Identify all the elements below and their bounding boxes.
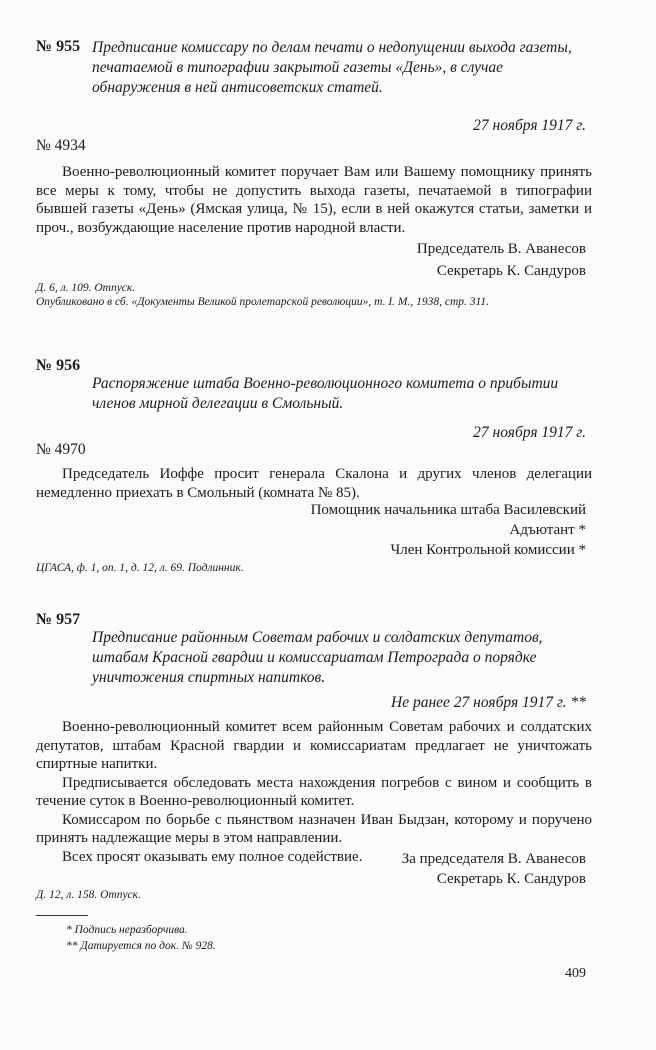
doc-957-body <box>36 718 592 866</box>
doc-955-number: № 955 <box>36 38 81 55</box>
doc-956-signature-commission: Член Контрольной комиссии * <box>390 542 586 558</box>
doc-955-signature-chairman: Председатель В. Аванесов <box>416 241 586 257</box>
doc-956-archive: ЦГАСА, ф. 1, оп. 1, д. 12, л. 69. Подлинник. <box>36 562 244 574</box>
doc-955-archive-ref: Д. 6, л. 109. Отпуск. <box>36 282 136 294</box>
footnote-2: ** Датируется по док. № 928. <box>66 940 216 952</box>
doc-957-paragraph-3: Комиссаром по борьбе с пьянством назначен Иван Быдзан, которому и поручено принять надлежащие меры в этом направлении. <box>36 811 592 846</box>
doc-955-signature-secretary: Секретарь К. Сандуров <box>436 263 586 279</box>
doc-955-paragraph: Военно-революционный комитет поручает Вам или Вашему помощнику принять все меры к тому, чтобы не допустить выхода газеты, печатаемой в типографии бывшей газеты «День» (Ямская улица, № 15), если в ней окажутся статьи, заметки и проч., возбуждающие население против народной власти. <box>36 164 592 236</box>
footnote-1: * Подпись неразборчива. <box>66 924 188 936</box>
doc-957-archive: Д. 12, л. 158. Отпуск. <box>36 889 141 901</box>
doc-955-body <box>36 163 592 237</box>
doc-957-paragraph-1: Военно-революционный комитет всем районным Советам рабочих и солдатских депутатов, штабам Красной гвардии и комиссариатам предлагает не уничтожать спиртные напитки. <box>36 719 592 772</box>
doc-955-date: 27 ноября 1917 г. <box>473 117 586 134</box>
doc-957-paragraph-4: Всех просят оказывать ему полное содействие. <box>62 848 363 865</box>
doc-956-date: 27 ноября 1917 г. <box>473 424 586 441</box>
doc-957-number: № 957 <box>36 611 81 628</box>
doc-956-paragraph: Председатель Иоффе просит генерала Скалона и других членов делегации немедленно приехать в Смольный (комната № 85). <box>36 466 592 501</box>
doc-956-number: № 956 <box>36 357 81 374</box>
doc-957-signature-chairman: За председателя В. Аванесов <box>401 851 586 867</box>
doc-955-publication-ref: Опубликовано в сб. «Документы Великой пролетарской революции», т. I. М., 1938, стр. 311. <box>36 296 490 308</box>
doc-956-doc-number: № 4970 <box>36 441 86 458</box>
doc-955-doc-number: № 4934 <box>36 137 86 154</box>
doc-955-title: Предписание комиссару по делам печати о недопущении выхода газеты, печатаемой в типографии закрытой газеты «День», в случае обнаружения в ней антисоветских статей. <box>92 39 572 96</box>
doc-957-signature-secretary: Секретарь К. Сандуров <box>436 871 586 887</box>
doc-957-date: Не ранее 27 ноября 1917 г. ** <box>391 694 586 711</box>
doc-956-signature-assistant: Помощник начальника штаба Василевский <box>310 502 586 518</box>
doc-957-paragraph-2: Предписывается обследовать места нахождения погребов с вином и сообщить в течение суток в Военно-революционный комитет. <box>36 774 592 809</box>
page-number: 409 <box>565 966 586 981</box>
footnote-divider <box>36 915 88 916</box>
doc-956-body <box>36 465 592 502</box>
doc-957-title: Предписание районным Советам рабочих и солдатских депутатов, штабам Красной гвардии и комиссариатам Петрограда о порядке уничтожения спиртных напитков. <box>92 629 543 686</box>
doc-955-archive <box>36 281 596 309</box>
doc-956-signature-adjutant: Адъютант * <box>509 522 586 538</box>
doc-956-title: Распоряжение штаба Военно-революционного комитета о прибытии членов мирной делегации в Смольный. <box>92 375 559 412</box>
